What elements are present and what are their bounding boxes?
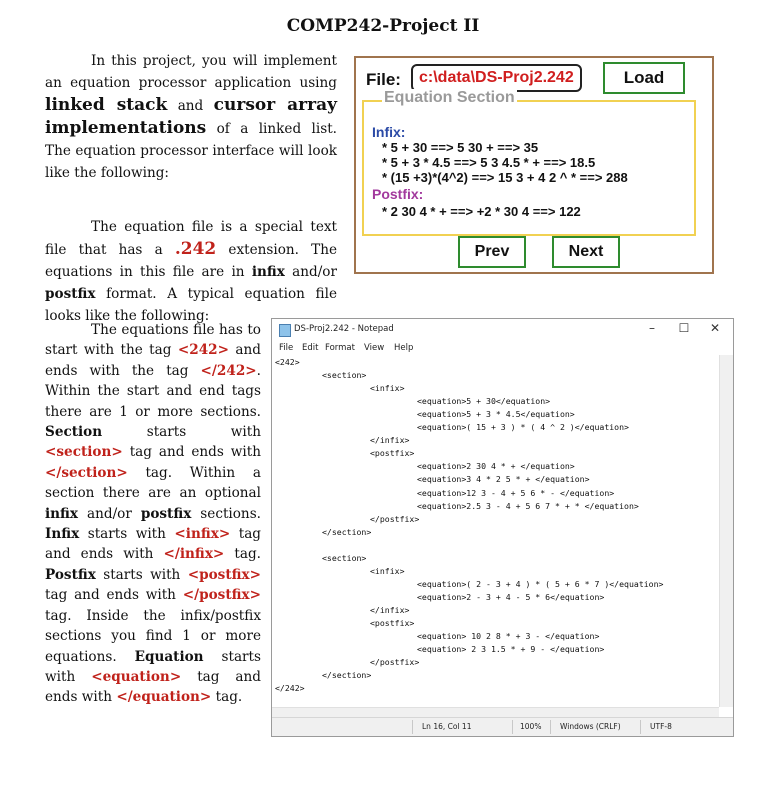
file-paragraph [45,216,337,327]
format-text: starts with [79,526,175,543]
encoding: UTF-8 [650,722,672,731]
notepad-text-line: <infix> [370,383,405,394]
format-paragraph [45,320,261,708]
notepad-title: DS-Proj2.242 - Notepad [294,324,394,334]
infix-equation: * 5 + 3 * 4.5 ==> 5 3 4.5 * + ==> 18.5 [382,155,596,170]
file-label: File: [366,70,401,89]
page-title: COMP242-Project II [286,16,480,36]
notepad-text-line: <equation>( 2 - 3 + 4 ) * ( 5 + 6 * 7 )</equation> [417,578,664,589]
menu-format[interactable]: Format [325,343,355,353]
intro-and: and [167,98,214,114]
intro-paragraph [45,50,337,184]
tag-postfix: <postfix> [187,566,261,583]
tag-infix: <infix> [174,526,231,543]
infix-equation: * (15 +3)*(4^2) ==> 15 3 + 4 2 ^ * ==> 288 [382,170,628,185]
tag-postfix-end: </postfix> [182,587,261,604]
format-text: The equations file has to start with the tag [45,322,261,359]
tag-section: <section> [45,444,123,461]
format-text: and/or [78,505,141,522]
file-text-1: The equation file is a special text file that has a [45,219,337,258]
line-endings: Windows (CRLF) [560,722,621,731]
minimize-icon[interactable]: – [649,321,655,335]
format-text: tag. [224,546,261,563]
notepad-text-line: </postfix> [370,513,420,524]
equation-term: Equation [134,648,204,665]
format-text: starts with [102,424,261,441]
notepad-text-line: <postfix> [370,618,415,628]
notepad-icon [279,324,291,337]
notepad-statusbar [272,717,733,736]
infix-label: Infix: [372,124,406,140]
notepad-text-line: <equation>2 - 3 + 4 - 5 * 6</equation> [417,591,605,602]
notepad-text-line: <equation> 10 2 8 * + 3 - </equation> [417,631,600,642]
section-term: Section [45,424,103,441]
format-text: starts with [95,566,188,583]
notepad-text-line: </postfix> [370,657,420,668]
tag-section-end: </section> [45,464,128,481]
notepad-text-line: <equation>( 15 + 3 ) * ( 4 ^ 2 )</equation> [417,422,629,433]
notepad-text-line: </section> [322,670,372,681]
tag-242: <242> [177,342,230,359]
notepad-text-line: <equation>2.5 3 - 4 + 5 6 7 * + * </equation> [417,500,639,511]
file-text-3: and/or [284,264,337,280]
maximize-icon[interactable]: ☐ [678,321,690,335]
format-text: starts with [45,648,261,685]
format-text: tag and ends with [45,668,261,706]
prev-button[interactable]: Prev [458,236,526,268]
infix-term: infix [45,505,79,522]
format-text: and ends with the tag [45,342,261,379]
tag-242-end: </242> [200,362,257,379]
zoom-level: 100% [520,722,542,731]
extension-term: .242 [174,239,217,259]
infix-term: Infix [45,526,80,543]
postfix-equation: * 2 30 4 * + ==> +2 * 30 4 ==> 122 [382,204,581,219]
notepad-text-line: <postfix> [370,448,415,459]
intro-text-1: In this project, you will implement an equation processor application using [45,53,337,91]
format-text: tag. Within a section there are an optional [45,464,261,502]
format-text: . Within the start and end tags there are 1 or more sections. [45,362,261,420]
status-divider [550,720,551,734]
format-text: tag and ends with [122,444,261,461]
equation-section-title: Equation Section [384,89,515,106]
notepad-text-line: <equation>5 + 3 * 4.5</equation> [417,409,575,420]
format-text: tag and ends with [45,587,183,604]
notepad-text-line: <equation>12 3 - 4 + 5 6 * - </equation> [417,487,615,498]
format-text: tag. Inside the infix/postfix sections you find 1 or more equations. [45,607,261,665]
notepad-text-line: <equation> 2 3 1.5 * + 9 - </equation> [417,644,605,655]
status-divider [512,720,513,734]
file-path-field[interactable]: c:\data\DS-Proj2.242 [411,64,582,92]
tag-equation-end: </equation> [116,689,212,706]
notepad-text-line: <section> [322,370,367,381]
notepad-window [271,318,734,737]
equation-section [362,89,696,236]
notepad-text-line: <242> [275,357,300,367]
format-text: tag and ends with [45,526,261,563]
intro-text-2: of a linked list. The equation processor interface will look like the following: [45,121,337,181]
postfix-label: Postfix: [372,186,424,202]
notepad-text-line: <equation>5 + 30</equation> [417,396,551,407]
next-button[interactable]: Next [552,236,620,268]
menu-edit[interactable]: Edit [302,343,319,353]
status-divider [640,720,641,734]
postfix-term: postfix [45,286,96,302]
notepad-titlebar[interactable] [272,319,733,341]
load-button[interactable]: Load [603,62,685,94]
cursor-position: Ln 16, Col 11 [422,722,472,731]
tag-infix-end: </infix> [163,546,225,563]
notepad-menubar [272,341,733,355]
notepad-text-line: <equation>2 30 4 * + </equation> [417,461,575,472]
equation-processor-mockup [354,56,714,274]
notepad-text-line: <equation>3 4 * 2 5 * + </equation> [417,474,590,485]
infix-term: infix [251,264,285,280]
linked-stack-term: linked stack [45,95,168,115]
menu-file[interactable]: File [279,343,294,353]
menu-help[interactable]: Help [394,343,414,353]
infix-equation: * 5 + 30 ==> 5 30 + ==> 35 [382,140,539,155]
file-text-4: format. A typical equation file looks like the following: [45,286,337,324]
notepad-text-area[interactable] [272,355,719,707]
status-divider [412,720,413,734]
format-text: tag. [211,689,243,706]
menu-view[interactable]: View [364,343,385,353]
cursor-array-term: cursor array implementations [45,95,337,138]
postfix-term: Postfix [45,566,96,583]
notepad-text-line: <infix> [370,565,405,576]
format-text: sections. [191,505,261,522]
tag-equation: <equation> [91,668,182,685]
notepad-text-line: </infix> [370,435,410,446]
file-text-2: extension. The equations in this file are in [45,242,337,280]
postfix-term: postfix [140,505,192,522]
vertical-scrollbar[interactable] [719,355,733,707]
notepad-text-line: </242> [275,683,305,694]
notepad-text-line: </infix> [370,604,410,615]
close-icon[interactable]: ✕ [709,321,721,335]
notepad-text-line: </section> [322,526,372,537]
notepad-text-line: <section> [322,552,367,563]
